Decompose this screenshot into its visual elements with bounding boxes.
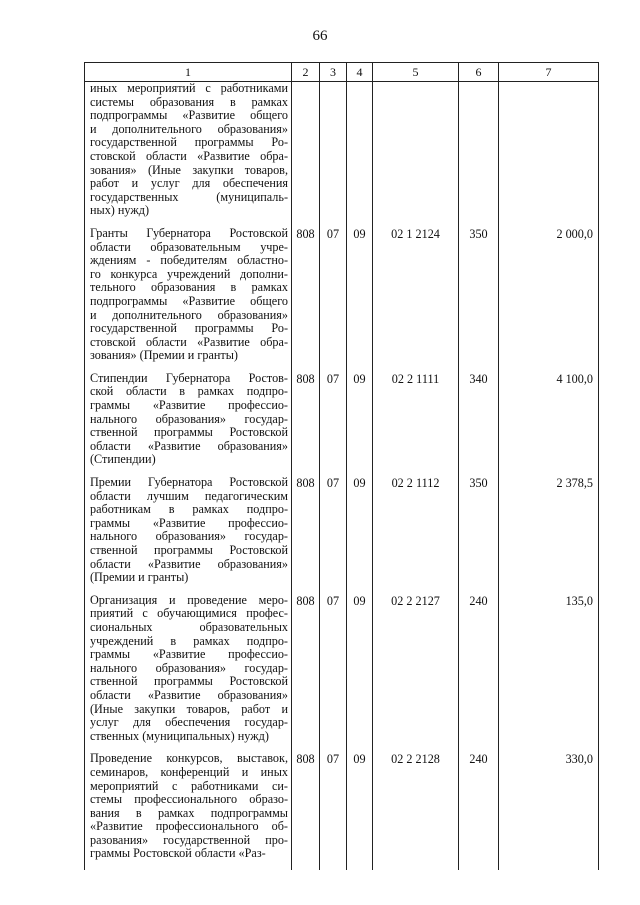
description-line: (Стипендии) [90,453,156,467]
description-line: нального образования» государ- [90,412,288,426]
ministry-code-cell: 808 [292,752,320,870]
description-line: зования» (Премии и гранты) [90,349,238,363]
header-cell-1: 1 [85,63,292,82]
description-line: ных) нужд) [90,204,150,218]
target-article-cell: 02 2 1111 [373,372,459,476]
description-line: семинаров, конференций и иных [90,765,288,779]
header-cell-4: 4 [347,63,373,82]
expense-type-cell: 240 [459,752,499,870]
subsection-code-cell: 09 [347,227,373,372]
description-line: иных мероприятий с работниками [90,82,288,95]
subsection-code-cell: 09 [347,594,373,753]
ministry-code-cell: 808 [292,476,320,594]
description-line: ственной программы Ростовской [90,544,288,557]
amount-cell: 4 100,0 [499,372,599,476]
budget-table [84,62,599,870]
table-row [85,227,599,372]
description-line: го конкурса учреждений дополни- [90,267,288,281]
subsection-code-cell: 09 [347,476,373,594]
row-description [85,594,292,753]
description-line: граммы «Развитие профессио- [90,399,288,413]
description-line: Гранты Губернатора Ростовской [90,226,288,240]
description-line: стовской области «Развитие обра- [90,335,288,349]
description-line: и дополнительного образования» [90,122,288,136]
description-line: государственной программы Ро- [90,322,288,336]
ministry-code-cell: 808 [292,227,320,372]
row-description [85,82,292,227]
description-line: учреждений в рамках подпро- [90,634,288,648]
ministry-code-cell [292,82,320,227]
row-description [85,476,292,594]
section-code-cell [320,82,347,227]
description-line: области образовательным учре- [90,240,288,254]
description-line: Проведение конкурсов, выставок, [90,752,288,766]
description-line: граммы Ростовской области «Раз- [90,847,266,861]
table-body [85,82,599,871]
ministry-code-cell: 808 [292,372,320,476]
table-row [85,372,599,476]
description-line: разования» государственной про- [90,833,288,847]
section-code-cell: 07 [320,227,347,372]
table-row [85,752,599,870]
header-cell-5: 5 [373,63,459,82]
amount-cell [499,82,599,227]
section-code-cell: 07 [320,476,347,594]
target-article-cell: 02 2 2127 [373,594,459,753]
description-line: стовской области «Развитие обра- [90,149,288,163]
description-line: подпрограммы «Развитие общего [90,109,288,123]
description-line: (Премии и гранты) [90,571,189,585]
row-description [85,752,292,870]
description-line: области «Развитие образования» [90,557,288,571]
description-line: ственной программы Ростовской [90,426,288,440]
description-line: «Развитие профессионального об- [90,820,288,834]
ministry-code-cell: 808 [292,594,320,753]
description-line: услуг для обеспечения государ- [90,716,288,730]
description-line: области «Развитие образования» [90,439,288,453]
description-line: Организация и проведение меро- [90,593,288,607]
amount-cell: 135,0 [499,594,599,753]
description-line: Премии Губернатора Ростовской [90,476,288,490]
table-row [85,594,599,753]
target-article-cell: 02 2 1112 [373,476,459,594]
description-line: системы образования в рамках [90,95,288,109]
description-line: и дополнительного образования» [90,308,288,322]
description-line: нального образования» государ- [90,661,288,675]
description-line: области «Развитие образования» [90,688,288,702]
description-line: тельного образования в рамках [90,281,288,295]
description-line: вания в рамках подпрограммы [90,806,288,820]
target-article-cell: 02 2 2128 [373,752,459,870]
expense-type-cell: 350 [459,476,499,594]
description-line: ской области в рамках подпро- [90,385,288,399]
table-row [85,82,599,227]
row-description [85,227,292,372]
subsection-code-cell: 09 [347,372,373,476]
description-line: государственных (муниципаль- [90,190,288,204]
target-article-cell [373,82,459,227]
description-line: Стипендии Губернатора Ростов- [90,371,288,385]
description-line: ственной программы Ростовской [90,675,288,689]
amount-cell: 2 000,0 [499,227,599,372]
table-row [85,476,599,594]
page-number: 66 [312,28,328,44]
description-line: сиональных образовательных [90,620,288,634]
subsection-code-cell: 09 [347,752,373,870]
description-line: работникам в рамках подпро- [90,503,288,517]
row-description [85,372,292,476]
section-code-cell: 07 [320,752,347,870]
expense-type-cell: 350 [459,227,499,372]
description-line: подпрограммы «Развитие общего [90,294,288,308]
expense-type-cell: 340 [459,372,499,476]
section-code-cell: 07 [320,372,347,476]
subsection-code-cell [347,82,373,227]
header-cell-3: 3 [320,63,347,82]
description-line: нального образования» государ- [90,530,288,544]
amount-cell: 2 378,5 [499,476,599,594]
description-line: государственной программы Ро- [90,136,288,150]
amount-cell: 330,0 [499,752,599,870]
description-line: мероприятий с работниками си- [90,779,288,793]
expense-type-cell [459,82,499,227]
target-article-cell: 02 1 2124 [373,227,459,372]
header-cell-2: 2 [292,63,320,82]
header-row [85,63,599,82]
description-line: ственных (муниципальных) нужд) [90,729,269,743]
description-line: области лучшим педагогическим [90,489,288,503]
description-line: зования» (Иные закупки товаров, [90,163,288,177]
description-line: приятий с обучающимися профес- [90,607,288,621]
description-line: работ и услуг для обеспечения [90,177,288,191]
description-line: граммы «Развитие профессио- [90,516,288,530]
header-cell-7: 7 [499,63,599,82]
header-cell-6: 6 [459,63,499,82]
description-line: ждениям - победителям областно- [90,254,288,268]
section-code-cell: 07 [320,594,347,753]
description-line: граммы «Развитие профессио- [90,648,288,662]
description-line: стемы профессионального образо- [90,793,288,807]
description-line: (Иные закупки товаров, работ и [90,702,288,716]
expense-type-cell: 240 [459,594,499,753]
